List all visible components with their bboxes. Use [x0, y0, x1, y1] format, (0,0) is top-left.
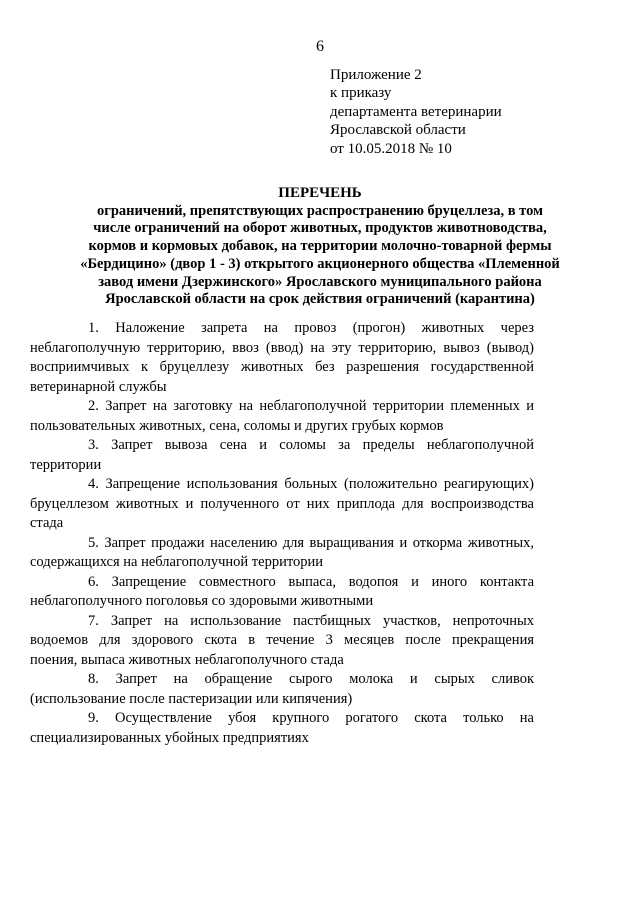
list-item-line: 1. Наложение запрета на провоз (прогон) животных через: [88, 320, 534, 336]
list-item: [30, 534, 534, 573]
title-line: Ярославской области на срок действия ограничений (карантина): [105, 291, 535, 308]
appendix-line: Приложение 2: [330, 67, 422, 83]
appendix-line: Ярославской области: [330, 122, 466, 139]
list-item-line: 6. Запрещение совместного выпаса, водопоя и иного контакта: [88, 573, 534, 590]
list-item-line: стада: [30, 515, 64, 531]
list-item: [30, 436, 534, 475]
list-item: [30, 573, 534, 612]
list-item-line: восприимчивых к бруцеллезу животных без разрешения государственной: [30, 359, 534, 375]
list-item: [30, 475, 534, 534]
list-item-line: территории: [30, 456, 102, 473]
list-item-line: ветеринарной службы: [30, 378, 167, 395]
title-line: завод имени Дзержинского» Ярославского муниципального района: [98, 273, 542, 290]
list-item: [30, 319, 534, 397]
appendix-line: к приказу: [330, 85, 392, 102]
title-line: «Бердицино» (двор 1 - 3) открытого акционерного общества «Племенной: [80, 255, 560, 272]
list-item-line: неблагополучного поголовья со здоровыми животными: [30, 593, 374, 609]
list-item-line: 2. Запрет на заготовку на неблагополучной территории племенных и: [88, 398, 534, 414]
list-item: [30, 612, 534, 671]
list-item-line: 8. Запрет на обращение сырого молока и сырых сливок: [88, 671, 534, 687]
document-title: [40, 185, 600, 309]
title-heading: ПЕРЕЧЕНЬ: [278, 185, 362, 201]
list-item-line: водоемов для здорового скота в течение 3 месяцев после прекращения: [30, 632, 534, 648]
title-line: числе ограничений на оборот животных, продуктов животноводства,: [93, 220, 547, 237]
list-item: [30, 397, 534, 436]
list-item-line: содержащихся на неблагополучной территории: [30, 554, 324, 570]
list-item: [30, 709, 534, 748]
list-item-line: неблагополучную территорию, ввоз (ввод) на эту территорию, вывоз (вывод): [30, 339, 534, 356]
list-item-line: специализированных убойных предприятиях: [30, 729, 309, 746]
restrictions-list: [30, 319, 534, 748]
list-item-line: 3. Запрет вывоза сена и соломы за пределы неблагополучной: [88, 437, 534, 453]
appendix-block: [330, 66, 502, 158]
title-line: ограничений, препятствующих распространению бруцеллеза, в том: [97, 202, 543, 219]
list-item-line: (использование после пастеризации или кипячения): [30, 690, 353, 707]
list-item-line: пользовательных животных, сена, соломы и других грубых кормов: [30, 417, 444, 434]
list-item-line: 9. Осуществление убоя крупного рогатого скота только на: [88, 710, 534, 726]
list-item-line: поения, выпаса животных неблагополучного стада: [30, 651, 344, 668]
title-line: кормов и кормовых добавок, на территории молочно-товарной фермы: [88, 238, 552, 255]
appendix-line: департамента ветеринарии: [330, 103, 502, 120]
page-number: 6: [316, 38, 324, 55]
list-item-line: 4. Запрещение использования больных (положительно реагирующих): [88, 476, 534, 492]
list-item: [30, 670, 534, 709]
list-item-line: 5. Запрет продажи населению для выращивания и откорма животных,: [88, 534, 534, 551]
appendix-line: от 10.05.2018 № 10: [330, 140, 452, 157]
list-item-line: 7. Запрет на использование пастбищных участков, непроточных: [88, 612, 534, 629]
list-item-line: бруцеллезом животных и полученного от них приплода для воспроизводства: [30, 495, 534, 512]
